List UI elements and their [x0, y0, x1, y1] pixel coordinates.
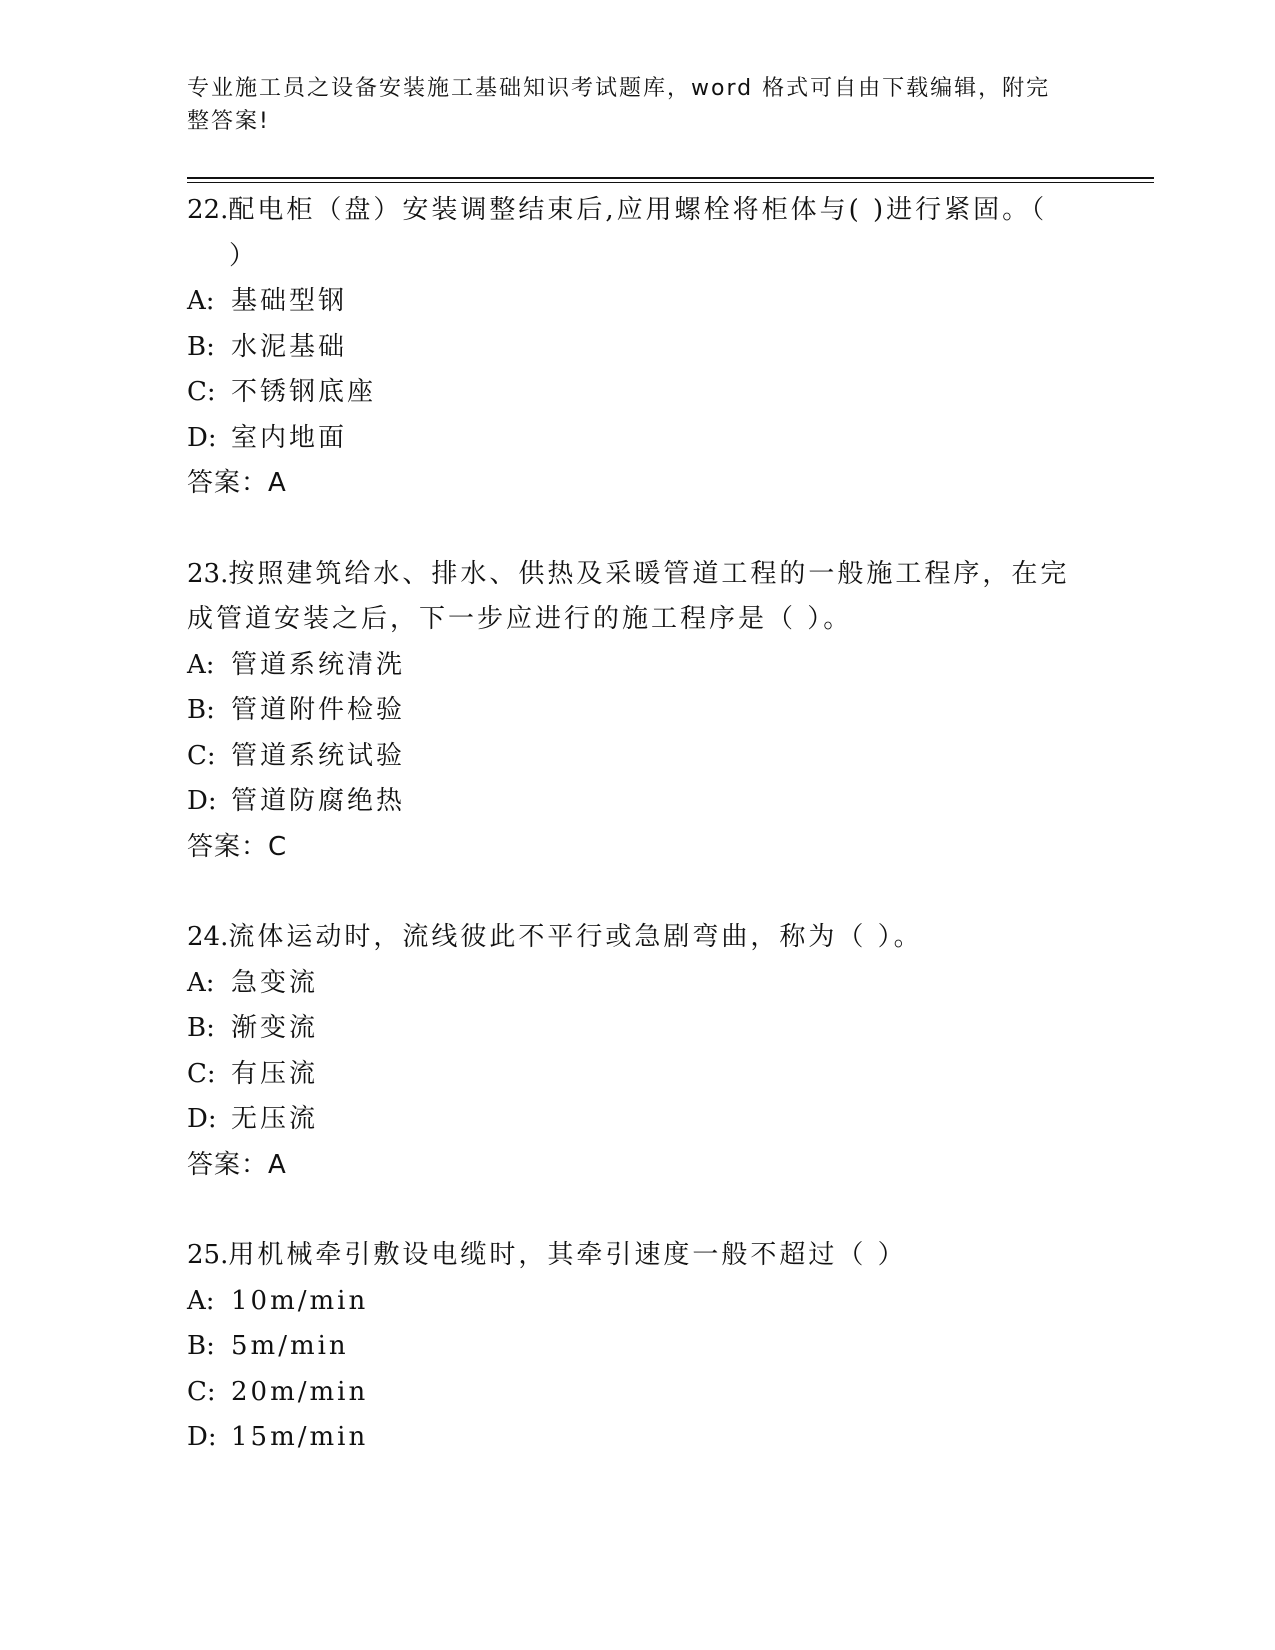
option-list: [187, 1279, 1077, 1461]
question-text-continuation: ）: [229, 240, 259, 271]
option-letter: D:: [187, 786, 217, 816]
option-letter: B:: [187, 331, 215, 362]
option-text: 20m/min: [231, 1376, 369, 1407]
option-a: [187, 961, 1077, 1007]
question-25: [187, 1233, 1077, 1461]
option-letter: A:: [187, 967, 215, 998]
question-list: [187, 188, 1077, 1506]
option-list: [187, 279, 1077, 461]
option-b: [187, 688, 1077, 734]
question-stem: [187, 552, 1077, 643]
option-c: [187, 734, 1077, 780]
option-text: 管道防腐绝热: [231, 786, 406, 816]
option-letter: C:: [187, 740, 216, 771]
question-22: [187, 188, 1077, 507]
option-text: 水泥基础: [231, 331, 348, 362]
option-c: [187, 1370, 1077, 1416]
option-c: [187, 370, 1077, 416]
option-b: [187, 325, 1077, 371]
option-d: [187, 416, 1077, 462]
question-24: [187, 915, 1077, 1188]
option-text: 5m/min: [231, 1331, 349, 1361]
question-stem: [187, 1233, 1077, 1279]
question-text: 流体运动时，流线彼此不平行或急剧弯曲，称为（ ）。: [228, 922, 923, 952]
header-divider-thin: [187, 182, 1154, 183]
option-letter: D:: [187, 1422, 217, 1452]
question-23: [187, 552, 1077, 871]
option-letter: D:: [187, 1104, 217, 1134]
option-letter: B:: [187, 695, 215, 725]
option-text: 管道系统试验: [231, 740, 406, 771]
question-text: 用机械牵引敷设电缆时，其牵引速度一般不超过（ ）: [228, 1240, 907, 1270]
question-stem: [187, 188, 1077, 279]
header-divider-thick: [187, 177, 1154, 179]
answer: 答案：C: [187, 831, 288, 862]
option-text: 管道系统清洗: [231, 649, 406, 680]
option-text: 无压流: [231, 1104, 319, 1134]
option-c: [187, 1052, 1077, 1098]
option-d: [187, 779, 1077, 825]
question-number: 24.: [187, 922, 229, 952]
option-text: 管道附件检验: [231, 695, 406, 725]
option-d: [187, 1415, 1077, 1461]
option-letter: B:: [187, 1331, 215, 1361]
option-d: [187, 1097, 1077, 1143]
option-letter: C:: [187, 1376, 216, 1407]
option-letter: A:: [187, 649, 215, 680]
document-header: 专业施工员之设备安装施工基础知识考试题库，word 格式可自由下载编辑，附完整答案!: [187, 76, 1051, 134]
question-text: 配电柜（盘）安装调整结束后,应用螺栓将柜体与( )进行紧固。（: [228, 195, 1048, 225]
question-number: 25.: [187, 1240, 229, 1270]
option-text: 室内地面: [231, 422, 348, 453]
answer: 答案：A: [187, 1149, 287, 1180]
option-list: [187, 961, 1077, 1143]
option-b: [187, 1324, 1077, 1370]
question-number: 23.: [187, 558, 229, 589]
option-text: 有压流: [231, 1058, 319, 1089]
option-list: [187, 643, 1077, 825]
option-letter: B:: [187, 1013, 215, 1043]
answer: 答案：A: [187, 468, 287, 498]
question-number: 22.: [187, 195, 229, 225]
question-text: 按照建筑给水、排水、供热及采暖管道工程的一般施工程序，在完成管道安装之后，下一步应进行的施工程序是（ ）。: [187, 558, 1070, 634]
option-letter: A:: [187, 1285, 215, 1316]
option-b: [187, 1006, 1077, 1052]
question-stem: [187, 915, 1077, 961]
option-a: [187, 1279, 1077, 1325]
option-letter: A:: [187, 286, 215, 316]
option-letter: C:: [187, 377, 216, 407]
option-letter: D:: [187, 422, 217, 453]
option-text: 不锈钢底座: [231, 377, 377, 407]
option-a: [187, 643, 1077, 689]
option-text: 渐变流: [231, 1013, 319, 1043]
option-text: 基础型钢: [231, 286, 348, 316]
option-text: 10m/min: [231, 1285, 369, 1316]
option-a: [187, 279, 1077, 325]
option-text: 15m/min: [231, 1422, 369, 1452]
option-text: 急变流: [231, 967, 319, 998]
option-letter: C:: [187, 1058, 216, 1089]
